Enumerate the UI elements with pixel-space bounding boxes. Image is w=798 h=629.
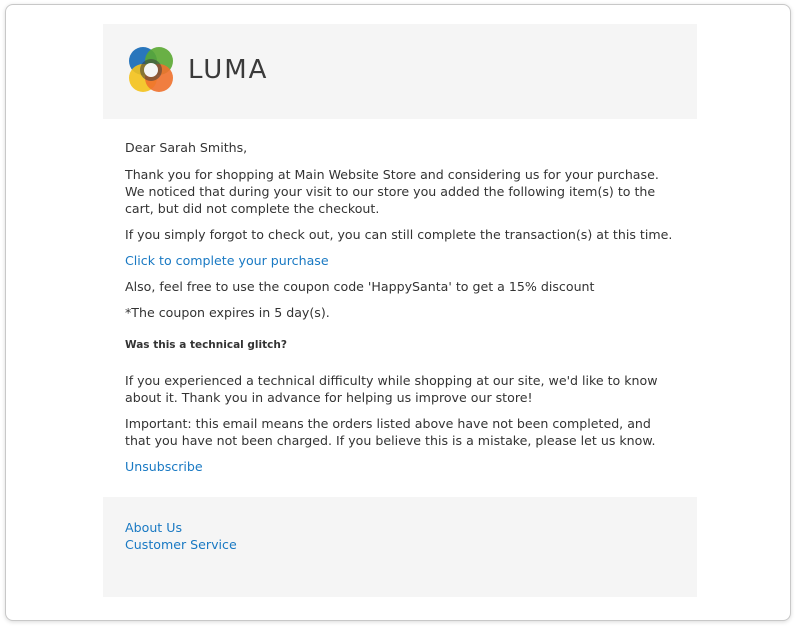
complete-purchase-link[interactable]: Click to complete your purchase (125, 253, 329, 268)
forgot-paragraph: If you simply forgot to check out, you can still complete the transaction(s) at this time. (125, 227, 673, 242)
greeting: Dear Sarah Smiths, (125, 140, 248, 155)
luma-logo-icon (126, 45, 176, 95)
glitch-paragraph: If you experienced a technical difficulty while shopping at our site, we'd like to know about it. Thank you in advance for helping us improve our store! (125, 373, 658, 405)
luma-logo-text: LUMA (188, 55, 269, 85)
coupon-paragraph: Also, feel free to use the coupon code 'HappySanta' to get a 15% discount (125, 279, 595, 294)
thanks-paragraph: Thank you for shopping at Main Website Store and considering us for your purchase. We noticed that during your visit to our store you added the following item(s) to the cart, but did not complete the checkout. (125, 167, 659, 216)
luma-logo[interactable] (126, 45, 268, 95)
important-paragraph: Important: this email means the orders listed above have not been completed, and that you have not been charged. If you believe this is a mistake, please let us know. (125, 416, 656, 448)
glitch-heading: Was this a technical glitch? (125, 339, 287, 351)
about-us-link[interactable]: About Us (125, 520, 183, 535)
unsubscribe-link[interactable]: Unsubscribe (125, 459, 203, 474)
email-container (103, 24, 697, 597)
email-header (103, 24, 697, 119)
email-body (103, 119, 697, 475)
email-footer (103, 497, 697, 597)
customer-service-link[interactable]: Customer Service (125, 537, 237, 552)
coupon-expiry: *The coupon expires in 5 day(s). (125, 305, 330, 320)
